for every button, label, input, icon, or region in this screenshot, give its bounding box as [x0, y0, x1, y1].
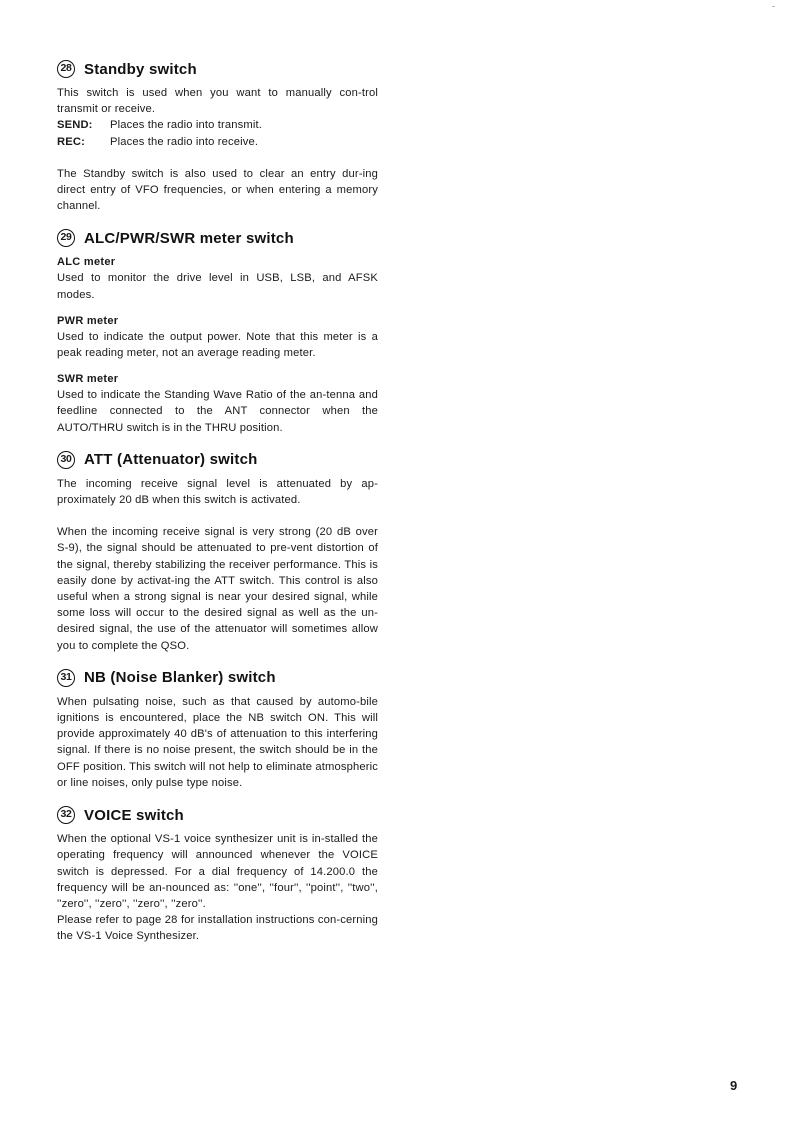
definition-row	[57, 134, 378, 150]
paragraph: When the incoming receive signal is very strong (20 dB over S-9), the signal should be attenuated to pre-vent distortion of the signal, thereby stabilizing the receiver performance. This is easily done by activat-ing the ATT switch. This control is also useful when a strong signal is near your desired signal, while some loss will occur to the desired signal as well as the un-desired signal, the use of the attenuator will sometimes allow you to complete the QSO.	[57, 526, 378, 652]
section-number-badge: 32	[57, 806, 75, 824]
section-title: VOICE switch	[84, 806, 184, 824]
section-nb-switch	[57, 667, 378, 791]
section-meter-switch	[57, 227, 378, 435]
definition-key: SEND:	[57, 119, 93, 132]
section-title: NB (Noise Blanker) switch	[84, 669, 276, 687]
section-heading	[57, 58, 378, 80]
section-heading	[57, 804, 378, 826]
section-title: ALC/PWR/SWR meter switch	[84, 229, 294, 247]
paragraph: When the optional VS-1 voice synthesizer unit is in-stalled the operating frequency will announced whenever the VOICE switch is depressed. For a dial frequency of 14.200.0 the frequency will be an-nounced as: ''one'', ''four'', ''point'', ''two'', ''zero'', ''zero'', ''zero'', ''zero''.	[57, 833, 378, 910]
definition-row	[57, 117, 378, 133]
section-standby-switch	[57, 58, 378, 214]
definition-text: Places the radio into transmit.	[110, 119, 263, 132]
section-number-badge: 31	[57, 669, 75, 687]
paragraph: Used to monitor the drive level in USB, LSB, and AFSK modes.	[57, 272, 378, 301]
paragraph: The Standby switch is also used to clear an entry dur-ing direct entry of VFO frequencies, or when entering a memory channel.	[57, 167, 378, 213]
paragraph: When pulsating noise, such as that caused by automo-bile ignitions is encountered, place the NB switch ON. This will provide approximately 40 dB's of attenuation to this interfering signal. If there is no noise present, the switch should be in the OFF position. This switch will not help to eliminate atmospheric or line noises, only pulse type noise.	[57, 695, 378, 789]
paragraph: Used to indicate the Standing Wave Ratio of the an-tenna and feedline connected to the ANT connector when the AUTO/THRU switch is in the THRU position.	[57, 389, 378, 434]
subsection-label: ALC meter	[57, 256, 116, 269]
section-title: Standby switch	[84, 60, 197, 78]
section-number-badge: 30	[57, 451, 75, 469]
paragraph: Please refer to page 28 for installation instructions con-cerning the VS-1 Voice Synthesizer.	[57, 914, 378, 943]
section-heading	[57, 449, 378, 471]
subsection-label: PWR meter	[57, 314, 119, 327]
paragraph: The incoming receive signal level is attenuated by ap-proximately 20 dB when this switch is activated.	[57, 477, 378, 507]
scan-speck	[772, 6, 775, 7]
definition-text: Places the radio into receive.	[110, 135, 259, 148]
section-number-badge: 29	[57, 229, 75, 247]
page-number: 9	[730, 1078, 738, 1093]
paragraph: Used to indicate the output power. Note that this meter is a peak reading meter, not an average reading meter.	[57, 330, 378, 360]
definition-key: REC:	[57, 135, 85, 148]
section-heading	[57, 667, 378, 689]
text-column	[57, 58, 378, 945]
paragraph: This switch is used when you want to manually con-trol transmit or receive.	[57, 87, 378, 116]
section-number-badge: 28	[57, 60, 75, 78]
section-voice-switch	[57, 804, 378, 944]
section-att-switch	[57, 449, 378, 654]
section-heading	[57, 227, 378, 249]
subsection-label: SWR meter	[57, 373, 119, 386]
section-title: ATT (Attenuator) switch	[84, 451, 258, 469]
